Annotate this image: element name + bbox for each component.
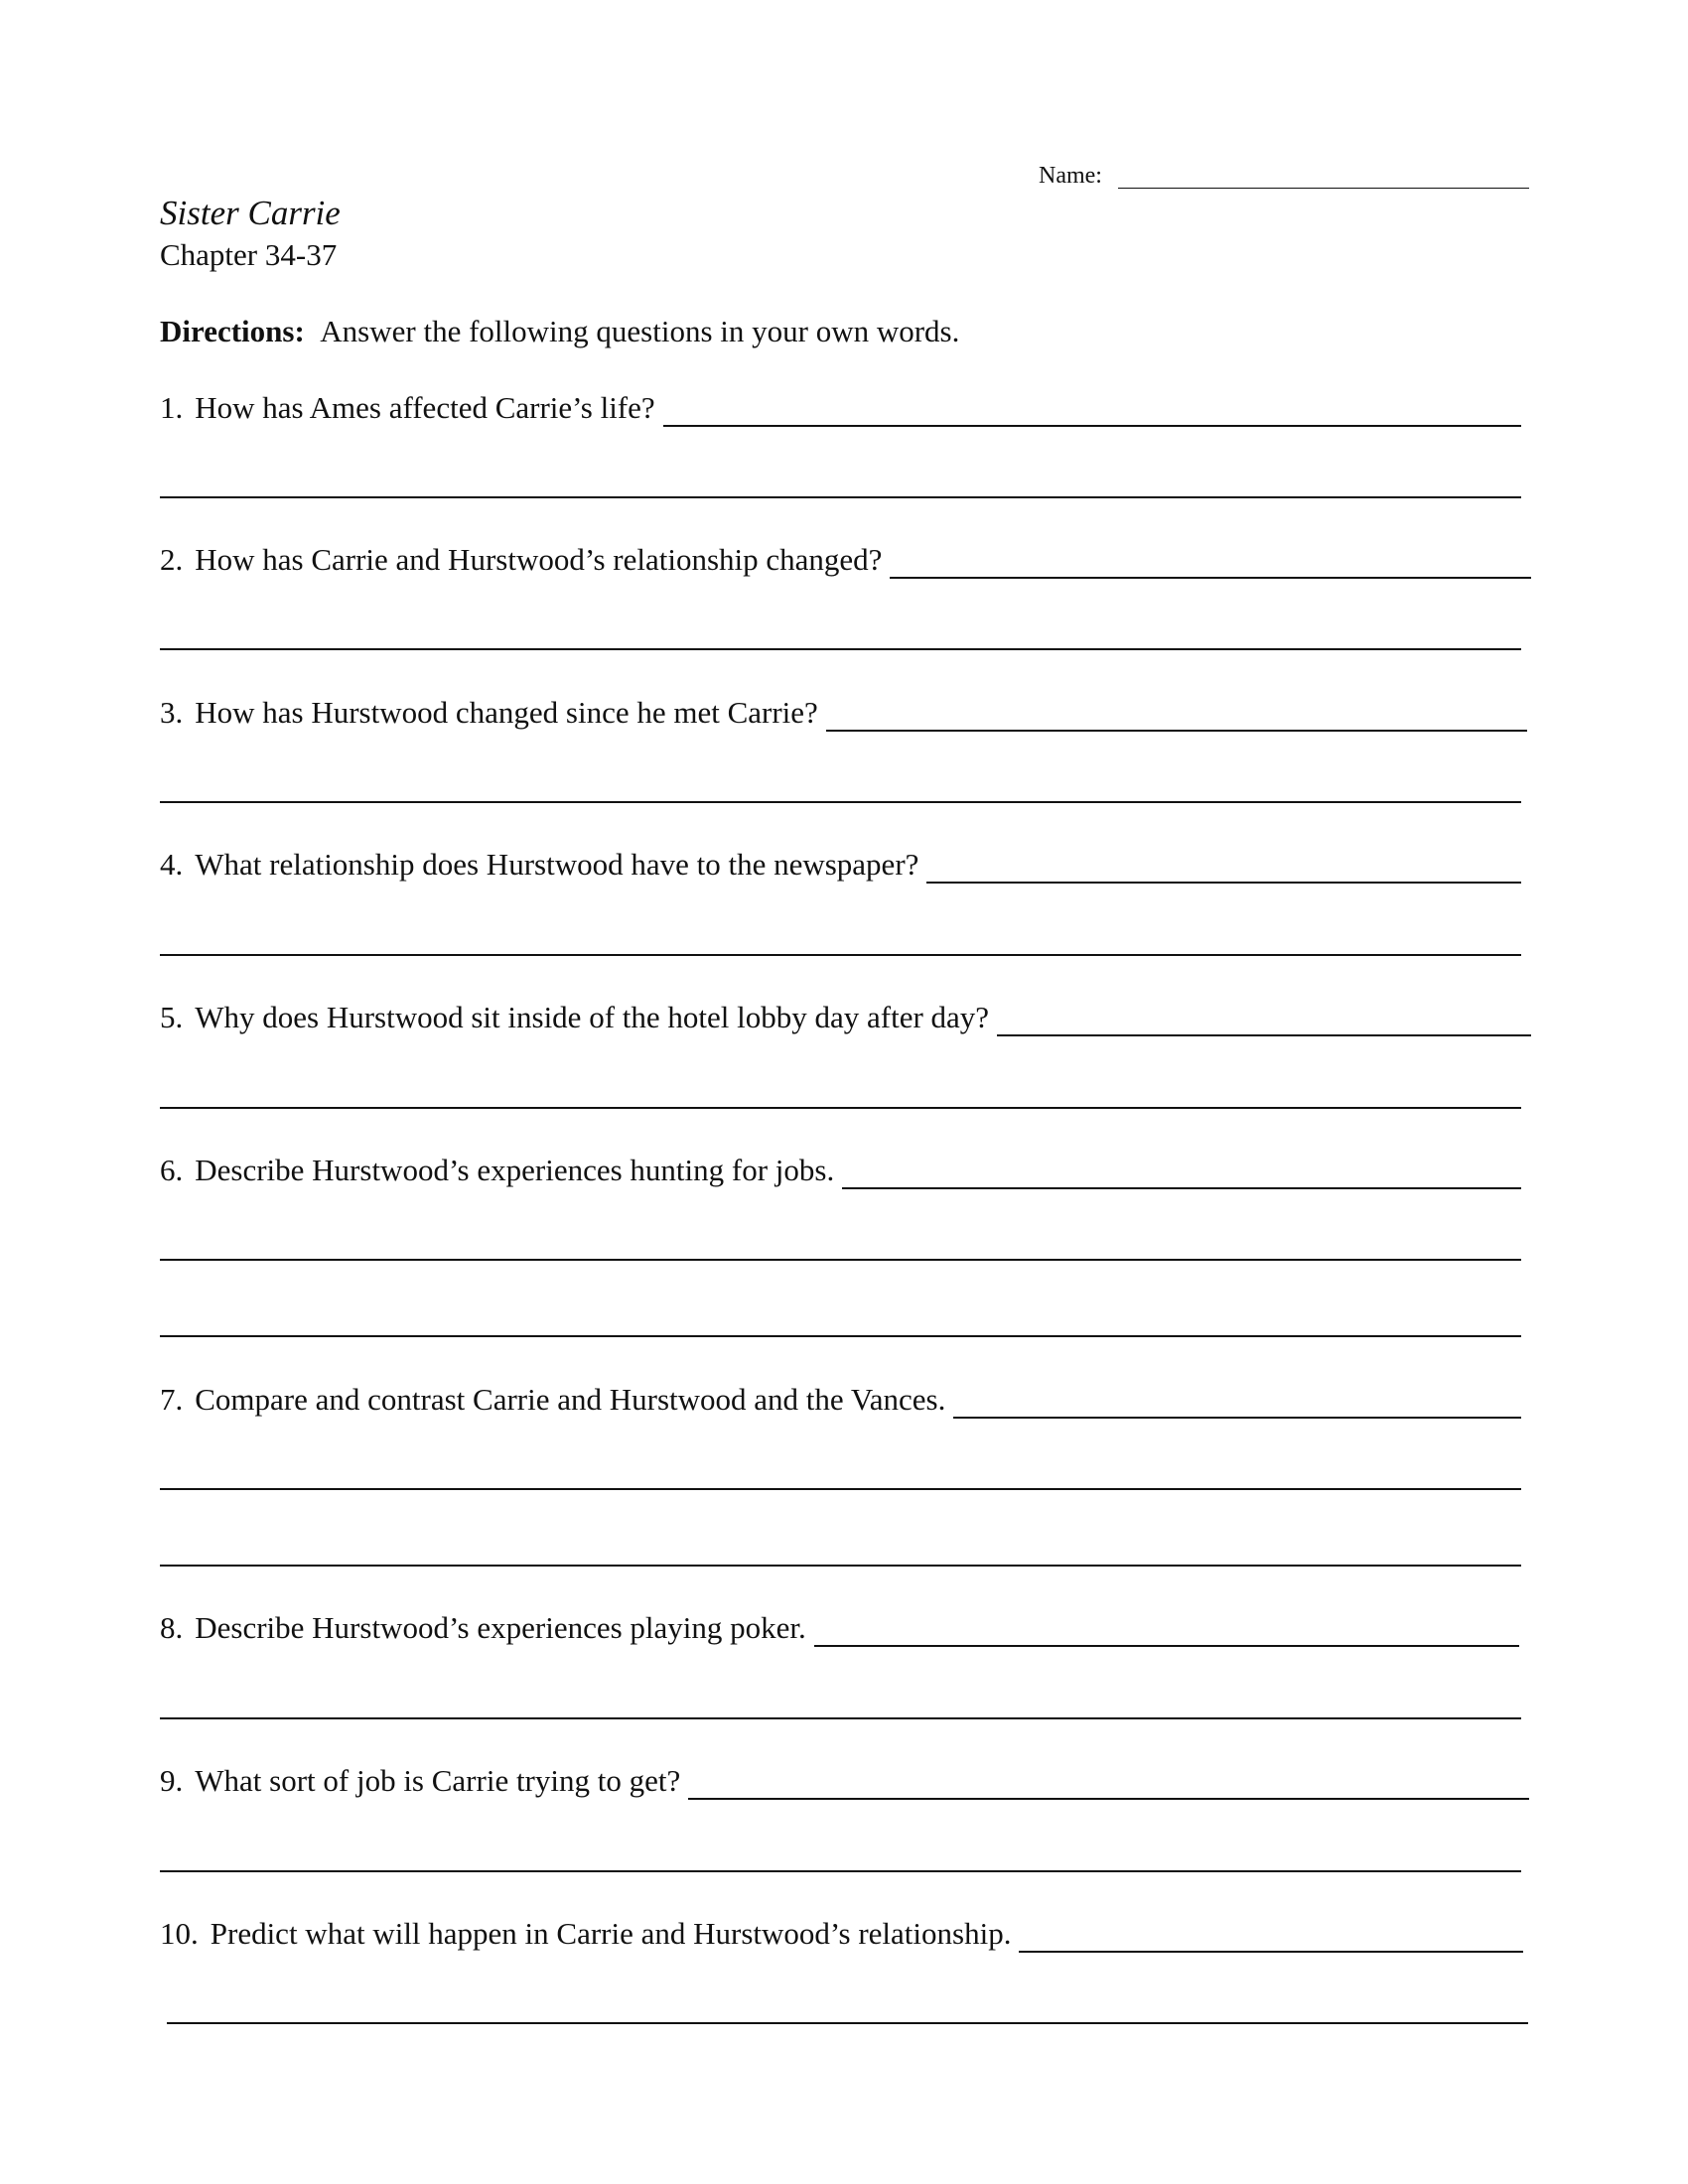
question-number: 6. bbox=[160, 1153, 184, 1187]
question-number: 5. bbox=[160, 1000, 184, 1034]
name-field[interactable] bbox=[1039, 163, 1529, 189]
question-7 bbox=[160, 1379, 1521, 1419]
answer-line[interactable] bbox=[160, 801, 1521, 803]
directions-label: Directions: bbox=[160, 314, 305, 348]
answer-line[interactable] bbox=[160, 954, 1521, 956]
chapter-subtitle: Chapter 34-37 bbox=[160, 237, 338, 272]
question-number: 9. bbox=[160, 1763, 184, 1798]
question-4 bbox=[160, 844, 1521, 884]
question-text: Why does Hurstwood sit inside of the hotel lobby day after day? bbox=[195, 1000, 990, 1034]
question-number: 2. bbox=[160, 542, 184, 577]
answer-line[interactable] bbox=[160, 496, 1521, 498]
answer-line[interactable] bbox=[160, 1717, 1521, 1719]
question-text: Compare and contrast Carrie and Hurstwood and the Vances. bbox=[195, 1382, 946, 1417]
answer-line[interactable] bbox=[160, 1488, 1521, 1490]
name-label: Name: bbox=[1039, 163, 1102, 189]
question-10 bbox=[160, 1913, 1523, 1953]
question-text: Describe Hurstwood’s experiences hunting for jobs. bbox=[195, 1153, 835, 1187]
question-text: What sort of job is Carrie trying to get? bbox=[195, 1763, 681, 1798]
question-number: 10. bbox=[160, 1916, 199, 1951]
question-8 bbox=[160, 1607, 1519, 1647]
question-number: 7. bbox=[160, 1382, 184, 1417]
question-2 bbox=[160, 539, 1531, 579]
answer-line[interactable] bbox=[953, 1387, 1521, 1419]
answer-line[interactable] bbox=[842, 1158, 1521, 1189]
answer-line[interactable] bbox=[160, 1870, 1521, 1872]
answer-line[interactable] bbox=[890, 547, 1531, 579]
question-9 bbox=[160, 1760, 1529, 1800]
directions bbox=[160, 313, 959, 350]
question-number: 4. bbox=[160, 847, 184, 882]
answer-line[interactable] bbox=[826, 700, 1527, 732]
answer-line[interactable] bbox=[997, 1005, 1531, 1036]
answer-line[interactable] bbox=[663, 395, 1521, 427]
question-number: 8. bbox=[160, 1610, 184, 1645]
answer-line[interactable] bbox=[160, 648, 1521, 650]
name-input-line[interactable] bbox=[1118, 168, 1529, 189]
answer-line[interactable] bbox=[160, 1565, 1521, 1567]
answer-line[interactable] bbox=[814, 1615, 1519, 1647]
question-1 bbox=[160, 387, 1521, 427]
question-6 bbox=[160, 1150, 1521, 1189]
question-text: What relationship does Hurstwood have to the newspaper? bbox=[195, 847, 919, 882]
answer-line[interactable] bbox=[926, 852, 1521, 884]
question-5 bbox=[160, 997, 1531, 1036]
answer-line[interactable] bbox=[160, 1107, 1521, 1109]
question-text: Predict what will happen in Carrie and Hurstwood’s relationship. bbox=[210, 1916, 1012, 1951]
answer-line[interactable] bbox=[1019, 1921, 1523, 1953]
answer-line[interactable] bbox=[167, 2022, 1528, 2024]
question-number: 1. bbox=[160, 390, 184, 425]
question-number: 3. bbox=[160, 695, 184, 730]
answer-line[interactable] bbox=[688, 1768, 1529, 1800]
answer-line[interactable] bbox=[160, 1259, 1521, 1261]
question-text: How has Ames affected Carrie’s life? bbox=[195, 390, 655, 425]
directions-text: Answer the following questions in your own words. bbox=[320, 314, 960, 348]
question-3 bbox=[160, 692, 1527, 732]
answer-line[interactable] bbox=[160, 1335, 1521, 1337]
question-text: How has Carrie and Hurstwood’s relationship changed? bbox=[195, 542, 883, 577]
question-text: How has Hurstwood changed since he met Carrie? bbox=[195, 695, 818, 730]
worksheet-title: Sister Carrie bbox=[160, 194, 341, 232]
question-text: Describe Hurstwood’s experiences playing poker. bbox=[195, 1610, 806, 1645]
